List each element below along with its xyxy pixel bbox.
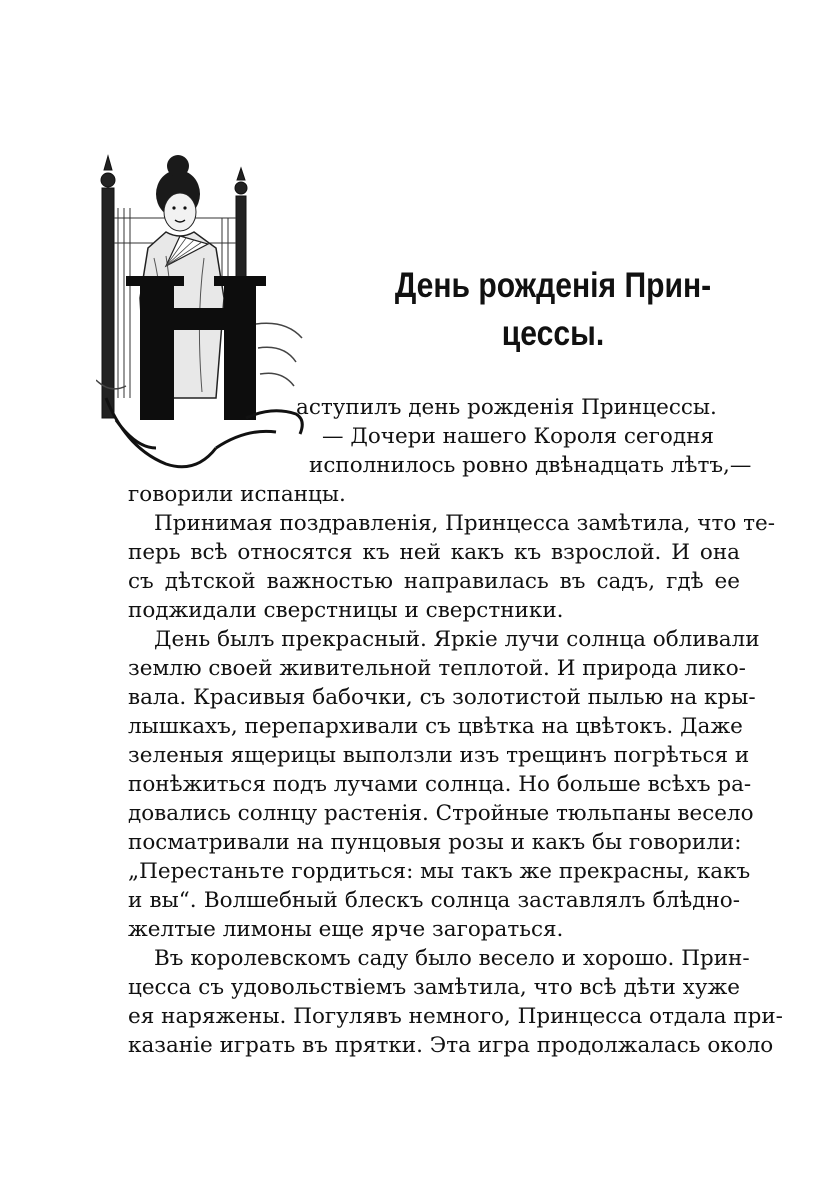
chapter-title-line-1: День рожденія Прин- bbox=[394, 266, 712, 305]
text-line: перь всѣ относятся къ ней какъ къ взрослой. И она bbox=[128, 540, 740, 565]
text-line: зеленыя ящерицы выползли изъ трещинъ погрѣться и bbox=[128, 743, 750, 768]
text-line: съ дѣтской важностью направилась въ садъ, гдѣ ее bbox=[128, 569, 740, 594]
chapter-title bbox=[351, 262, 755, 358]
chapter-title-line-2: цессы. bbox=[501, 314, 605, 353]
text-line: желтые лимоны еще ярче загораться. bbox=[128, 917, 564, 942]
text-line: понѣжиться подъ лучами солнца. Но больше всѣхъ ра- bbox=[128, 772, 752, 797]
text-line: посматривали на пунцовыя розы и какъ бы говорили: bbox=[128, 830, 742, 855]
text-line: аступилъ день рожденія Принцессы. bbox=[296, 395, 717, 420]
text-line: поджидали сверстницы и сверстники. bbox=[128, 598, 564, 623]
text-line: довались солнцу растенія. Стройные тюльпаны весело bbox=[128, 801, 754, 826]
text-line: вала. Красивыя бабочки, съ золотистой пылью на кры- bbox=[128, 685, 756, 710]
text-line: цесса съ удовольствіемъ замѣтила, что всѣ дѣти хуже bbox=[128, 975, 740, 1000]
text-line: исполнилось ровно двѣнадцать лѣтъ,— bbox=[309, 453, 752, 478]
text-line: ея наряжены. Погулявъ немного, Принцесса отдала при- bbox=[128, 1004, 783, 1029]
drop-cap-letter: Н bbox=[172, 358, 173, 359]
text-line: землю своей живительной теплотой. И природа лико- bbox=[128, 656, 746, 681]
drop-cap-princess-illustration-icon bbox=[96, 148, 308, 474]
text-line: Принимая поздравленія, Принцесса замѣтила, что те- bbox=[154, 511, 776, 536]
text-line: — Дочери нашего Короля сегодня bbox=[322, 424, 714, 449]
text-line: говорили испанцы. bbox=[128, 482, 346, 507]
text-line: казаніе играть въ прятки. Эта игра продолжалась около bbox=[128, 1033, 774, 1058]
text-line: и вы“. Волшебный блескъ солнца заставлялъ блѣдно- bbox=[128, 888, 740, 913]
text-line: День былъ прекрасный. Яркіе лучи солнца обливали bbox=[154, 627, 760, 652]
text-line: „Перестаньте гордиться: мы такъ же прекрасны, какъ bbox=[128, 859, 751, 884]
text-line: Въ королевскомъ саду было весело и хорошо. Прин- bbox=[154, 946, 750, 971]
text-line: лышкахъ, перепархивали съ цвѣтка на цвѣтокъ. Даже bbox=[128, 714, 743, 739]
